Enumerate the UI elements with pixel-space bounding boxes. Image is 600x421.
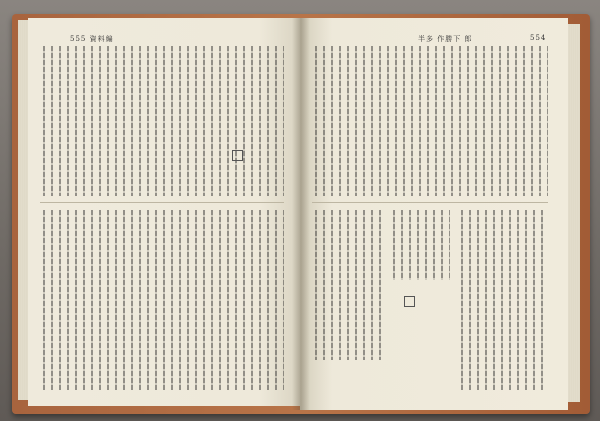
right-page-number: 554 (530, 34, 547, 42)
book-gutter (292, 18, 310, 410)
page-edges-left (18, 20, 28, 400)
left-running-head: 555 資料編 (70, 35, 114, 43)
right-text-block-bottom-right (458, 210, 548, 390)
right-text-block-top (312, 46, 548, 196)
left-section-divider (40, 202, 284, 203)
left-text-block-bottom (40, 210, 284, 390)
left-seal-box (232, 150, 243, 161)
left-text-block-top (40, 46, 284, 196)
right-section-divider (312, 202, 548, 203)
right-text-block-bottom-mid (390, 210, 450, 280)
right-text-block-bottom-left (312, 210, 384, 360)
page-edges-right (566, 24, 580, 402)
right-author-heading: 半多 作勝下 郎 (418, 35, 473, 43)
right-seal-box (404, 296, 415, 307)
